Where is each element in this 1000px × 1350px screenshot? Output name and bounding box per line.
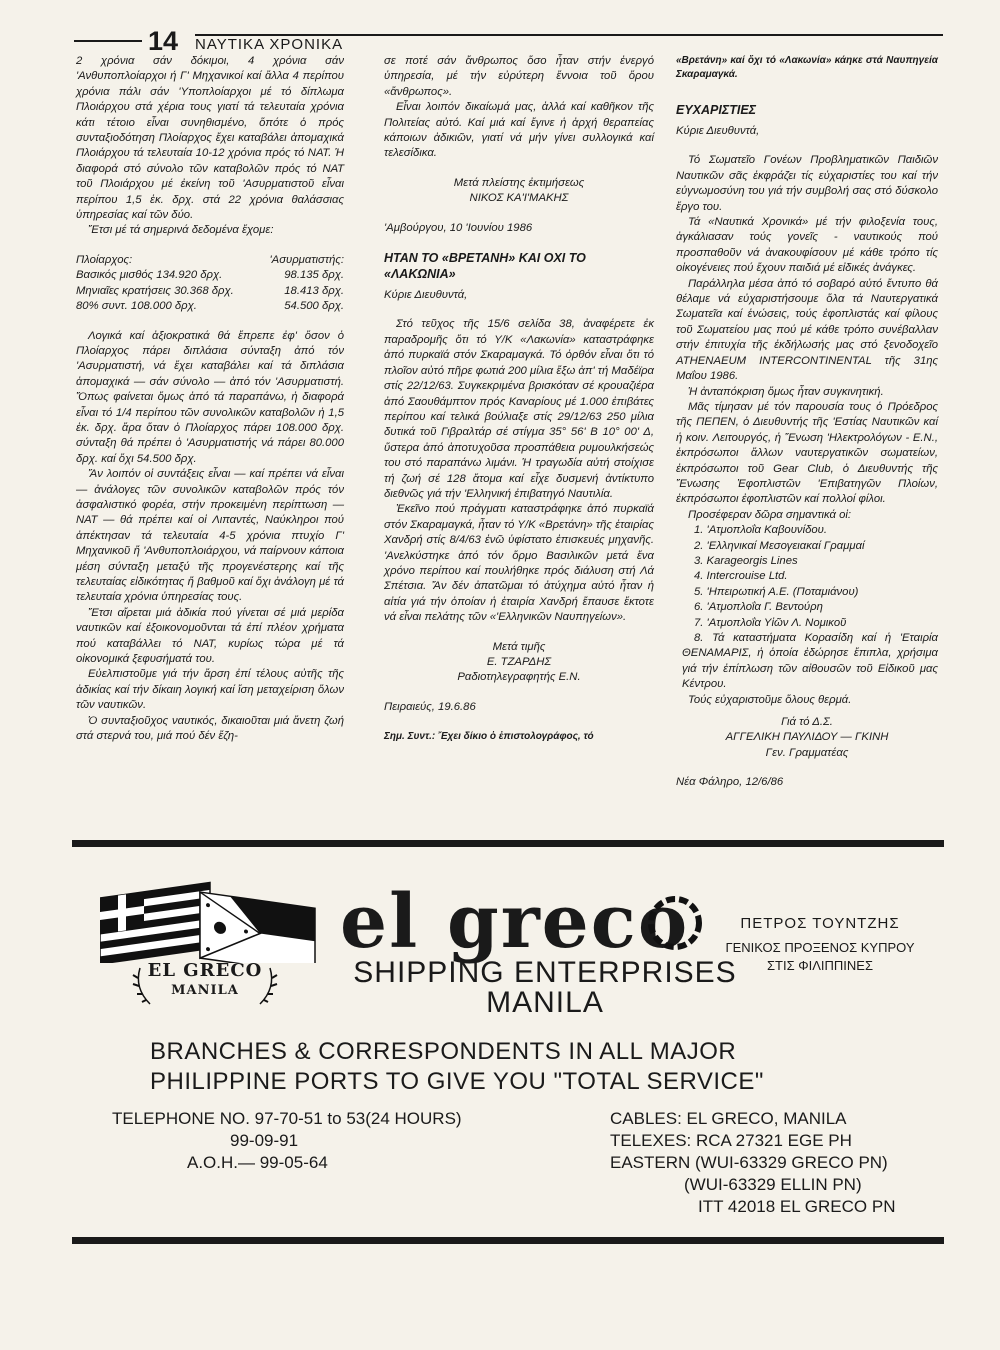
ad-subtitle: SHIPPING ENTERPRISES xyxy=(353,956,737,989)
telex-line: (WUI-63329 ELLIN PN) xyxy=(684,1175,862,1194)
cable-line: CABLES: EL GRECO, MANILA xyxy=(610,1109,847,1128)
place-date: 'Αμβούργου, 10 'Ιουνίου 1986 xyxy=(384,221,533,234)
col3-paragraph: 8. Τά καταστήματα Κορασίδη καί ἡ 'Εταιρία ΘΕΝΑΜΑΡΙΣ, ἡ ὁποία ἐδώρησε ἔπιπλα, χρήσιμα γιά τήν ἐπίπλωση τῶν αἰθουσῶν τοῦ Εἰδικοῦ μας Κέντρου. xyxy=(682,632,938,691)
list-item: 5. 'Ηπειρωτική Α.Ε. (Ποταμιάνου) xyxy=(694,585,859,598)
phone-block xyxy=(112,1108,462,1174)
consul-place: ΣΤΙΣ ΦΙΛΙΠΠΙΝΕΣ xyxy=(767,958,873,973)
place-date: Πειραιεύς, 19.6.86 xyxy=(384,700,476,713)
col2-paragraph: Ἐκεῖνο πού πράγματι καταστράφηκε ἀπό πυρκαϊά στόν Σκαραμαγκά, ἦταν τό Υ/Κ «Βρετάνη» τῆς ἑταιρίας Χανδρή στίς 8/4/63 ἐνῶ ὑφίστατο ἐπισκευές μηχανῆς. 'Ανελκύστηκε ἀπό τόν ὅρμο Βασιλικῶν μετά ἕνα χρόνο περίπου καί πουλήθηκε πρός διάλυση στή Λά Σπέτσια. Ἄν δέν ἀπατῶμαι τό ἀτύχημα αὐτό ἦταν ἡ αἰτία γιά τήν ὁποίαν ἡ ἑταιρία Χανδρή ἔπαυσε ἔκτοτε νά εἶναι πελάτης τῶν «'Ελληνικῶν Ναυπηγείων». xyxy=(384,503,654,624)
col1-paragraph: Ὁ συνταξιοῦχος ναυτικός, δικαιοῦται μιά ἄνετη ζωή στά στερνά του, μιά πού δέν ἔζη- xyxy=(76,714,344,743)
salary-left: Βασικός μισθός 134.920 δρχ. xyxy=(76,269,223,282)
salary-header-right: 'Ασυρματιστής: xyxy=(269,253,344,266)
column-2 xyxy=(384,54,654,745)
header-rule-right xyxy=(195,34,943,36)
salary-row xyxy=(76,299,344,314)
list-item: 2. 'Ελληνικαί Μεσογειακαί Γραμμαί xyxy=(694,539,865,552)
list-item: 3. Karageorgis Lines xyxy=(694,554,798,567)
telex-line: EASTERN (WUI-63329 GRECO PN) xyxy=(610,1153,888,1172)
salary-right: 18.413 δρχ. xyxy=(284,284,344,297)
flags-icon xyxy=(100,868,320,963)
col2-paragraph: Εἶναι λοιπόν δικαίωμά μας, ἀλλά καί καθῆκον τῆς Πολιτείας αὐτό. Καί μιά καί ἔγινε ἡ ἀρχή θεραπείας κάποιων ἀδικιῶν, γιατί νά μήν γίνει συλλογικά καί τελεσίδικα. xyxy=(384,101,654,160)
ad-slogan-line-2: PHILIPPINE PORTS TO GIVE YOU "TOTAL SERVICE" xyxy=(150,1068,764,1095)
col3-paragraph: Τούς εὐχαριστοῦμε ὅλους θερμά. xyxy=(688,693,852,706)
badge-subtitle: MANILA xyxy=(171,983,239,998)
ad-top-rule xyxy=(72,840,944,847)
letter-heading: ΕΥΧΑΡΙΣΤΙΕΣ xyxy=(676,103,757,117)
badge-title: EL GRECO xyxy=(147,960,263,981)
col2-paragraph: σε ποτέ σάν ἄνθρωπος ὅσο ἦταν στήν ἐνεργό ὑπηρεσία, μέ τήν εὐρύτερη ἔννοια τοῦ ὅρου «ἄνθρωπος». xyxy=(384,55,654,98)
phone-line: A.O.H.— 99-05-64 xyxy=(187,1153,328,1172)
col3-paragraph: Ἡ ἀνταπόκριση ὅμως ἦταν συγκινητική. xyxy=(688,385,884,398)
consul-name: ΠΕΤΡΟΣ ΤΟΥΝΤΖΗΣ xyxy=(740,915,900,932)
header-rule-left xyxy=(74,40,142,42)
col1-paragraph: 2 χρόνια σάν δόκιμοι, 4 χρόνια σάν 'Ανθυποπλοίαρχοι ή Γ' Μηχανικοί καί ἄλλα 4 περίπου χρόνια πάλι σάν 'Υποπλοίαρχοι μέ τό δίπλωμα Πλοιάρχου στά χέρια τους γιατί τά τελευταία χρόνια κάτι τέτοιο εἶναι συνηθισμένο, ὅπότε ὁ πρός συνταξιοδότηση Πλοίαρχος ἔχει καταβάλει ἀπομαχικά Πλοιάρχου τά τελευταία 10-12 χρόνια πρός τό ΝΑΤ. Ἡ διαφορά στό σύνολο τῶν καταβολῶν πρός τό ΝΑΤ τοῦ Πλοιάρχου μέ ἐκείνη τοῦ 'Ασυρματιστοῦ εἶναι περίπου 1,5 ἑκ. δρχ. στά 22 χρόνια θαλάσσιας ὑπηρεσίας καί τῶν δύο. xyxy=(76,55,344,222)
col2-paragraph: Στό τεῦχος τῆς 15/6 σελίδα 38, ἀναφέρετε ἐκ παραδρομῆς ὅτι τό Υ/Κ «Λακωνία» καταστράφηκε ἀπό πυρκαϊά στόν Σκαραμαγκά. Τό ὀρθόν εἶναι ὅτι τό πλοῖον αὐτό πῆρε φωτιά 200 μίλια ἔξω ἀπ' τή Μαδέϊρα στίς 22/12/63. Συγκεκριμένα βρισκόταν σέ κρουαζιέρα ἀπό Σαουθάμπτον πρός Καναρίους μέ 1.000 ἐπιβάτες περίπου καί τελικά βούλιαξε στίς 29/12/63 250 μίλια δυτικά τοῦ Γιβραλτάρ σέ στίγμα 35° 56' Β 10° 00' Δ, ὕστερα ἀπό ἀποτυχοῦσα προσπάθεια ρυμουλκήσεώς του στό παραπάνω λιμάνι. Ἡ τραγωδία αὐτή στοίχισε τή ζωή σέ 128 ἄτομα καί εἶχε δυσμενή ἀντίκτυπο διεθνῶς γιά τήν 'Ελληνική ἐπιβατηγό Ναυτιλία. xyxy=(384,318,654,500)
ad-location: MANILA xyxy=(486,986,604,1019)
consul-block xyxy=(720,915,920,975)
signature-title: Ραδιοτηλεγραφητής Ε.Ν. xyxy=(457,671,581,684)
place-date: Νέα Φάληρο, 12/6/86 xyxy=(676,776,784,789)
signoff: Γιά τό Δ.Σ. xyxy=(781,716,833,729)
telex-line: ITT 42018 EL GRECO PN xyxy=(698,1197,896,1216)
salary-header xyxy=(76,253,344,268)
telex-line: TELEXES: RCA 27321 EGE PH xyxy=(610,1131,852,1150)
salary-right: 98.135 δρχ. xyxy=(284,269,344,282)
list-item: 1. 'Ατμοπλοΐα Καβουνίδου. xyxy=(694,524,827,537)
col1-paragraph: Εὐελπιστοῦμε γιά τήν ἄρση ἐπί τέλους αὐτῆς τῆς ἀδικίας καί τήν δίκαιη λογική καί ἴση μεταχείριση ὅλων τῶν ναυτικῶν. xyxy=(76,668,344,712)
laurel-icon xyxy=(130,960,280,1010)
salary-table xyxy=(76,253,344,315)
salutation: Κύριε Διευθυντά, xyxy=(384,289,468,302)
editor-note-continued: «Βρετάνη» καί ὄχι τό «Λακωνία» κάηκε στά Ναυπηγεία Σκαραμαγκά. xyxy=(676,55,938,80)
salary-row xyxy=(76,268,344,283)
salary-left: 80% συντ. 108.000 δρχ. xyxy=(76,300,197,313)
signoff: Μετά τιμῆς xyxy=(492,640,546,653)
col3-paragraph: Τά «Ναυτικά Χρονικά» μέ τήν φιλοξενία τους, ἀγκάλιασαν τούς γονεῖς - ναυτικούς πού προσπαθοῦν νά ἀνακουφίσουν μέ κάθε τρόπο τίς οἰκογένειες πού ἔχουν παιδιά μέ εἰδικές ἀνάγκες. xyxy=(676,216,938,275)
col3-paragraph: Προσέφεραν δῶρα σημαντικά οἱ: xyxy=(688,508,851,521)
column-3 xyxy=(676,54,938,791)
signature-name: Ε. ΤΖΑΡΔΗΣ xyxy=(486,656,552,668)
col1-paragraph: Ἄν λοιπόν οἱ συντάξεις εἶναι — καί πρέπει νά εἶναι — ἀνάλογες τῶν συνολικῶν καταβολῶν πρός τόν ἀσφαλιστικό φορέα, στήν προκειμένη περίπτωση — ΝΑΤ — θά πρέπει καί οἱ Λιπαντές, Ναύκληροι πού ἀπέκτησαν τά τελευταία 4-5 χρόνια πτυχίο Γ' Μηχανικοῦ ἤ 'Ανθυποπλοιάρχου, νά παίρνουν κάποια μέση σύνταξη μεταξύ τῆς προγενέστερης καί τῆς τελευταίας εἰδικότητας ἤ βαθμοῦ καί ὄχι ἀνάλογη μέ τά τελευταία χρόνια ὑπηρεσίας τους. xyxy=(76,468,344,604)
salary-left: Μηνιαῖες κρατήσεις 30.368 δρχ. xyxy=(76,284,234,297)
signature-name: ΝΙΚΟΣ ΚΑ'Ι'ΜΑΚΗΣ xyxy=(469,192,569,205)
editor-note: Σημ. Συντ.: Ἔχει δίκιο ὁ ἐπιστολογράφος, τό xyxy=(384,731,594,743)
list-item: 6. 'Ατμοπλοΐα Γ. Βεντούρη xyxy=(694,601,823,614)
column-1 xyxy=(76,54,344,744)
salary-header-left: Πλοίαρχος: xyxy=(76,253,133,266)
phone-line: TELEPHONE NO. 97-70-51 to 53(24 HOURS) xyxy=(112,1109,462,1128)
salary-right: 54.500 δρχ. xyxy=(284,300,344,313)
col1-paragraph: Ἔτσι μέ τά σημερινά δεδομένα ἔχομε: xyxy=(88,224,274,237)
ad-slogan-line-1: BRANCHES & CORRESPONDENTS IN ALL MAJOR xyxy=(150,1038,737,1065)
col3-paragraph: Τό Σωματεῖο Γονέων Προβληματικῶν Παιδιῶν Ναυτικῶν σᾶς ἐκφράζει τίς εὐχαριστίες του καί τήν εὐγνωμοσύνη του γιά τήν συμβολή σας στό δύσκολο ἔργο του. xyxy=(676,154,938,213)
signoff: Μετά πλείστης ἐκτιμήσεως xyxy=(453,176,585,189)
salary-row xyxy=(76,284,344,299)
letter-heading: ΗΤΑΝ ΤΟ «ΒΡΕΤΑΝΗ» ΚΑΙ ΟΧΙ ΤΟ «ΛΑΚΩΝΙΑ» xyxy=(384,251,586,282)
list-item: 7. 'Ατμοπλοΐα Υἱῶν Λ. Νομικοῦ xyxy=(694,616,847,629)
signature-name: ΑΓΓΕΛΙΚΗ ΠΑΥΛΙΔΟΥ — ΓΚΙΝΗ xyxy=(725,731,889,744)
magazine-title: ΝΑΥΤΙΚΑ ΧΡΟΝΙΚΑ xyxy=(195,36,344,53)
list-item: 4. Intercrouise Ltd. xyxy=(694,570,788,583)
signature-title: Γεν. Γραμματέας xyxy=(765,746,849,759)
col3-paragraph: Παράλληλα μέσα ἀπό τό σοβαρό αὐτό ἔντυπο θά θέλαμε νά εὐχαριστήσουμε ὅλα τά Ναυτεργατικά Σωματεῖα καί ἑνώσεις, τούς ἐφοπλιστάς καί φίλους τοῦ Σωματείου μας πού μέ κάθε τρόπο συνέβαλλαν στήν ἐπιτυχία τῆς ἐκδήλωσής μας στό ξενοδοχεῖο ATHENAEUM INTERCONTINENTAL τῆς 31ης Μαΐου 1986. xyxy=(676,277,938,383)
wreath-icon xyxy=(640,888,710,958)
col1-paragraph: Λογικά καί ἀξιοκρατικά θά ἔπρεπε ἐφ' ὅσον ὁ Πλοίαρχος πάρει διπλάσια σύνταξη ἀπό τόν 'Ασυρματιστή, νά ἔχει καταβάλει καί τά διπλάσια ἀπομαχικά — σάν σύνολο — ἀπό τόν 'Ασυρματιστή. Ὅπως φαίνεται ὅμως ἀπό τά παραπάνω, ἡ διαφορά εἶναι τό 1/4 περίπου τῶν συνολικῶν καταβολῶν ἡ 1,5 ἑκ. δρχ. ἄρα ὅταν ὁ Πλοίαρχος πάρει 108.000 δρχ. σύνταξη θά πρέπει ὁ 'Ασυρματιστής νά πάρει 80.000 δρχ. καί ὄχι 54.500 δρχ. xyxy=(76,329,344,465)
salutation: Κύριε Διευθυντά, xyxy=(676,125,760,137)
donor-list xyxy=(676,523,938,631)
consul-title: ΓΕΝΙΚΟΣ ΠΡΟΞΕΝΟΣ ΚΥΠΡΟΥ xyxy=(725,940,915,955)
ad-bottom-rule xyxy=(72,1237,944,1244)
phone-line: 99-09-91 xyxy=(230,1131,299,1150)
col3-paragraph: Μᾶς τίμησαν μέ τόν παρουσία τους ὁ Πρόεδρος τῆς ΠΕΠΕΝ, ὁ Διευθυντής τῆς 'Εστίας Ναυτικῶν καί ἡ κοιν. Λειτουργός, ἡ Ἕνωση 'Ηλεκτρολόγων - Ε.Ν., ἐκπρόσωποι ἄλλων ναυτεργατικῶν σωματείων, ἐκπρόσωποι τοῦ Gear Club, ὁ Διευθυντής τῆς Ἕνωσης Ἐφοπλιστῶν 'Επιβατηγῶν Πλοίων, ἐκπρόσωποι ἐφοπλιστῶν καί πολλοί φίλοι. xyxy=(676,400,938,506)
telex-block xyxy=(610,1108,895,1218)
col1-paragraph: Ἔτσι αἴρεται μιά ἀδικία πού γίνεται σέ μιά μερίδα ναυτικῶν καί ἐξοικονομοῦνται τά ἐπί πλέον χρήματα πού καταβάλλει τό ΝΑΤ, κυρίως τώρα μέ τά οἰκονομικά ξεφυσήματά του. xyxy=(76,606,344,666)
page-number: 14 xyxy=(148,26,179,56)
brand-logo: el greco xyxy=(340,879,690,965)
